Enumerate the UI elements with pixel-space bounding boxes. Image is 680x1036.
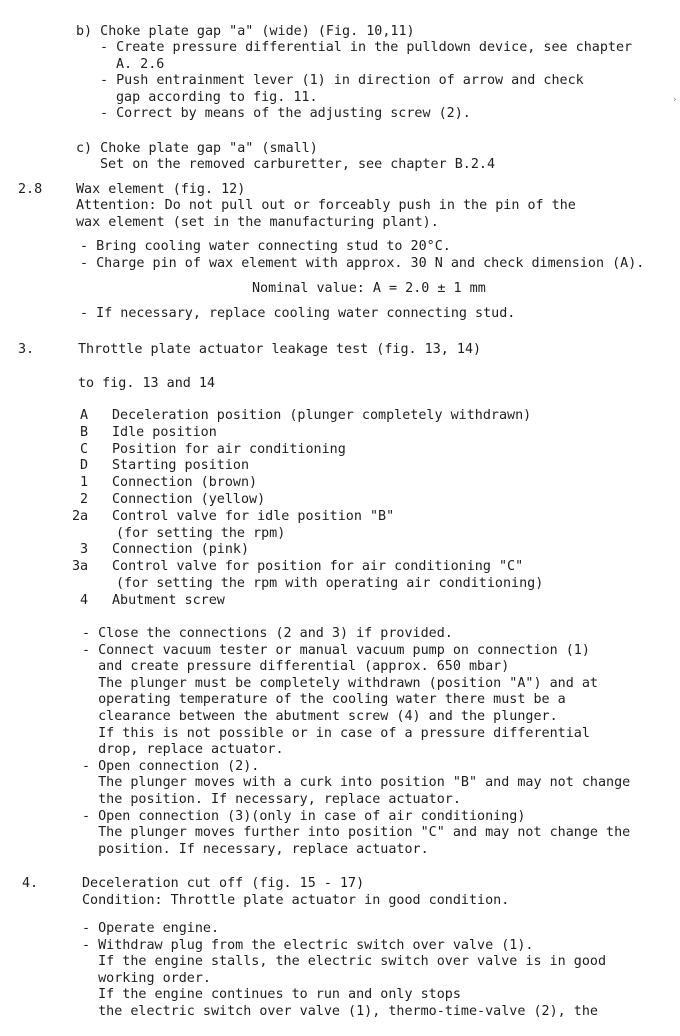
legend-text: (for setting the rpm with operating air conditioning)	[116, 576, 544, 591]
step-line: The plunger must be completely withdrawn (position "A") and at	[82, 675, 598, 691]
legend-key: 2	[80, 492, 89, 507]
legend-text: (for setting the rpm)	[116, 525, 286, 541]
step-line: - Operate engine.	[82, 921, 220, 936]
section-b-line: gap according to fig. 11.	[116, 90, 318, 105]
legend-text: Control valve for position for air conditioning "C"	[112, 559, 524, 575]
step-line: The plunger moves further into position "C" and may not change the	[82, 825, 631, 841]
step-line: The plunger moves with a curk into position "B" and may not change	[82, 775, 631, 791]
legend-key: 3a	[72, 559, 89, 575]
step-line: working order.	[82, 970, 211, 986]
legend-key: 3	[80, 542, 89, 558]
legend-key: C	[80, 441, 89, 457]
legend-key: 4	[80, 592, 89, 608]
legend-text: Idle position	[112, 424, 217, 440]
section-2-8-title: Wax element (fig. 12)	[76, 182, 246, 197]
step-line: operating temperature of the cooling water there must be a	[82, 692, 566, 708]
step-line: If the engine stalls, the electric switch over valve is in good	[82, 954, 607, 970]
section-number: 4.	[22, 876, 39, 891]
step-line: position. If necessary, replace actuator.	[82, 841, 429, 857]
section-3-title: Throttle plate actuator leakage test (fig. 13, 14)	[78, 342, 482, 357]
legend-key: 2a	[72, 508, 89, 524]
nominal-value: Nominal value: A = 2.0 ± 1 mm	[252, 281, 486, 296]
bullet-line: - Charge pin of wax element with approx. 30 N and check dimension (A).	[80, 256, 645, 271]
section-b-line: - Push entrainment lever (1) in direction of arrow and check	[100, 73, 584, 88]
step-line: - Open connection (3)(only in case of air conditioning)	[82, 808, 526, 824]
legend-key: 1	[80, 475, 89, 491]
step-line: - Withdraw plug from the electric switch over valve (1).	[82, 937, 534, 953]
legend-key: D	[80, 458, 89, 474]
step-line: - Open connection (2).	[82, 758, 260, 774]
step-line: and create pressure differential (approx. 650 mbar)	[82, 659, 510, 675]
step-line: If this is not possible or in case of a pressure differential	[82, 725, 590, 741]
legend-key: B	[80, 424, 89, 440]
legend-text: Connection (brown)	[112, 475, 258, 491]
condition-line: Condition: Throttle plate actuator in good condition.	[82, 893, 510, 908]
section-b-title: b) Choke plate gap "a" (wide) (Fig. 10,11)	[76, 24, 415, 39]
attention-line: wax element (set in the manufacturing plant).	[76, 215, 439, 230]
legend-text: Connection (pink)	[112, 542, 250, 558]
bullet-line: - If necessary, replace cooling water connecting stud.	[80, 306, 516, 321]
section-b-line: - Correct by means of the adjusting screw (2).	[100, 106, 471, 121]
step-line: drop, replace actuator.	[82, 742, 284, 758]
attention-line: Attention: Do not pull out or forceably push in the pin of the	[76, 198, 576, 213]
section-c-title: c) Choke plate gap "a" (small)	[76, 141, 318, 156]
step-line: - Connect vacuum tester or manual vacuum pump on connection (1)	[82, 642, 590, 658]
section-3-subtitle: to fig. 13 and 14	[78, 376, 216, 391]
step-line: the position. If necessary, replace actuator.	[82, 792, 461, 807]
legend-text: Abutment screw	[112, 592, 225, 608]
section-4-title: Deceleration cut off (fig. 15 - 17)	[82, 876, 365, 891]
scan-mark: ›	[672, 95, 678, 105]
step-line: If the engine continues to run and only stops	[82, 987, 461, 1003]
section-b-line: A. 2.6	[116, 57, 165, 72]
legend-text: Control valve for idle position "B"	[112, 508, 395, 524]
section-number: 3.	[18, 342, 35, 357]
legend-text: Position for air conditioning	[112, 441, 346, 457]
step-line: - Close the connections (2 and 3) if provided.	[82, 626, 453, 641]
section-number: 2.8	[18, 182, 43, 197]
legend-text: Connection (yellow)	[112, 492, 266, 507]
section-c-line: Set on the removed carburetter, see chapter B.2.4	[100, 157, 496, 172]
legend-text: Starting position	[112, 458, 250, 474]
step-line: clearance between the abutment screw (4) and the plunger.	[82, 709, 558, 724]
legend-key: A	[80, 408, 89, 423]
bullet-line: - Bring cooling water connecting stud to 20°C.	[80, 239, 451, 254]
section-b-line: - Create pressure differential in the pulldown device, see chapter	[100, 40, 633, 55]
step-line: the electric switch over valve (1), thermo-time-valve (2), the	[82, 1004, 598, 1019]
legend-text: Deceleration position (plunger completely withdrawn)	[112, 408, 532, 423]
